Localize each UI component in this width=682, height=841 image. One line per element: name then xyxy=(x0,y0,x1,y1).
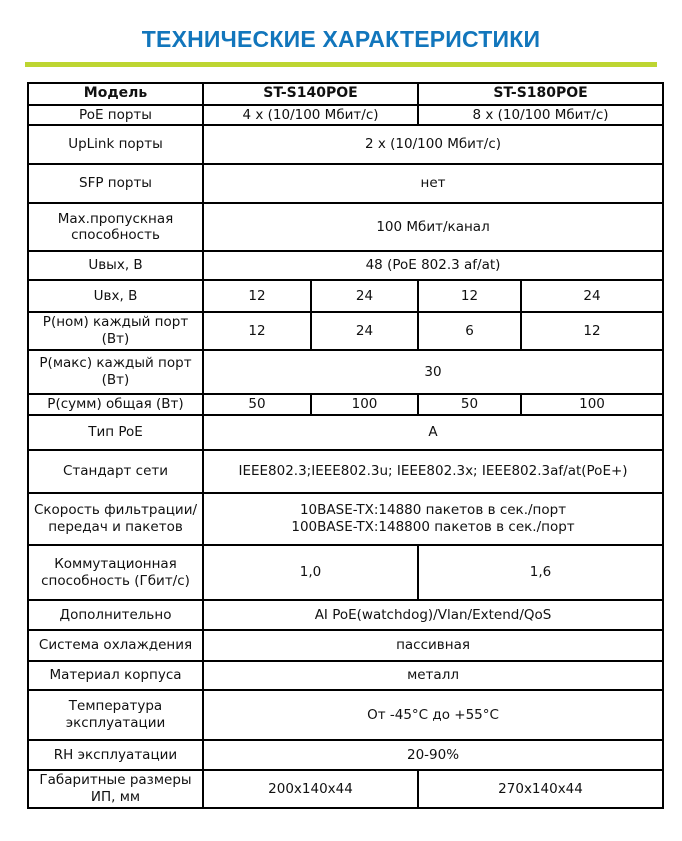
cell-p-sum-3: 50 xyxy=(418,394,521,415)
cell-dimensions-s180: 270х140х44 xyxy=(418,770,663,808)
row-label-p-nom: Р(ном) каждый порт (Вт) xyxy=(28,312,203,350)
row-label-max-throughput: Мах.пропускная способность xyxy=(28,203,203,251)
packet-rate-line-1: 10BASE-TX:14880 пакетов в сек./порт xyxy=(299,502,567,519)
specs-table xyxy=(27,82,664,809)
cell-u-in-1: 12 xyxy=(203,280,311,312)
row-label-u-in: Uвх, В xyxy=(28,280,203,312)
cell-poe-ports-s140: 4 х (10/100 Мбит/с) xyxy=(203,105,418,126)
header-model-label: Модель xyxy=(28,83,203,105)
cell-sfp-ports: нет xyxy=(203,164,663,203)
header-row xyxy=(28,83,663,105)
cell-cooling: пассивная xyxy=(203,630,663,661)
row-case-material xyxy=(28,661,663,690)
row-operating-temp xyxy=(28,690,663,740)
row-label-cooling: Система охлаждения xyxy=(28,630,203,661)
row-label-additional: Дополнительно xyxy=(28,600,203,630)
row-label-poe-ports: PoE порты xyxy=(28,105,203,126)
header-model-st-s180poe: ST-S180POE xyxy=(418,83,663,105)
cell-packet-rate xyxy=(203,493,663,545)
row-dimensions xyxy=(28,770,663,808)
cell-additional: AI PoE(watchdog)/Vlan/Extend/QoS xyxy=(203,600,663,630)
cell-p-nom-2: 24 xyxy=(311,312,418,350)
row-p-sum xyxy=(28,394,663,415)
cell-p-sum-4: 100 xyxy=(521,394,663,415)
cell-u-in-3: 12 xyxy=(418,280,521,312)
row-cooling xyxy=(28,630,663,661)
title-divider xyxy=(25,62,657,67)
cell-p-sum-2: 100 xyxy=(311,394,418,415)
cell-poe-type: А xyxy=(203,415,663,450)
row-switching-capacity xyxy=(28,545,663,600)
cell-operating-temp: От -45°С до +55°С xyxy=(203,690,663,740)
cell-uplink-ports: 2 х (10/100 Мбит/с) xyxy=(203,125,663,164)
cell-poe-ports-s180: 8 х (10/100 Мбит/с) xyxy=(418,105,663,126)
cell-u-in-4: 24 xyxy=(521,280,663,312)
page-title: ТЕХНИЧЕСКИЕ ХАРАКТЕРИСТИКИ xyxy=(141,26,541,52)
row-label-p-max: Р(макс) каждый порт (Вт) xyxy=(28,350,203,394)
cell-network-standard: IEEE802.3;IEEE802.3u; IEEE802.3x; IEEE802.3af/at(PoE+) xyxy=(203,450,663,493)
cell-switching-capacity-s180: 1,6 xyxy=(418,545,663,600)
cell-u-in-2: 24 xyxy=(311,280,418,312)
row-label-switching-capacity: Коммутационная способность (Гбит/с) xyxy=(28,545,203,600)
cell-p-max: 30 xyxy=(203,350,663,394)
row-label-case-material: Материал корпуса xyxy=(28,661,203,690)
row-sfp-ports xyxy=(28,164,663,203)
row-label-poe-type: Тип PoE xyxy=(28,415,203,450)
cell-u-out: 48 (PoE 802.3 af/at) xyxy=(203,251,663,280)
cell-p-nom-3: 6 xyxy=(418,312,521,350)
row-p-nom xyxy=(28,312,663,350)
row-u-out xyxy=(28,251,663,280)
cell-p-sum-1: 50 xyxy=(203,394,311,415)
row-additional xyxy=(28,600,663,630)
row-max-throughput xyxy=(28,203,663,251)
cell-p-nom-4: 12 xyxy=(521,312,663,350)
row-label-network-standard: Стандарт сети xyxy=(28,450,203,493)
row-label-packet-rate: Скорость фильтрации/передач и пакетов xyxy=(28,493,203,545)
row-p-max xyxy=(28,350,663,394)
cell-p-nom-1: 12 xyxy=(203,312,311,350)
row-label-uplink-ports: UpLink порты xyxy=(28,125,203,164)
cell-operating-rh: 20-90% xyxy=(203,740,663,770)
row-uplink-ports xyxy=(28,125,663,164)
row-poe-type xyxy=(28,415,663,450)
cell-dimensions-s140: 200х140х44 xyxy=(203,770,418,808)
row-poe-ports xyxy=(28,105,663,126)
row-label-operating-rh: RH эксплуатации xyxy=(28,740,203,770)
row-label-dimensions: Габаритные размеры ИП, мм xyxy=(28,770,203,808)
row-label-p-sum: Р(сумм) общая (Вт) xyxy=(28,394,203,415)
row-label-u-out: Uвых, В xyxy=(28,251,203,280)
row-label-sfp-ports: SFP порты xyxy=(28,164,203,203)
row-label-operating-temp: Температура эксплуатации xyxy=(28,690,203,740)
row-u-in xyxy=(28,280,663,312)
cell-case-material: металл xyxy=(203,661,663,690)
packet-rate-line-2: 100BASE-TX:148800 пакетов в сек./порт xyxy=(291,519,575,535)
row-packet-rate xyxy=(28,493,663,545)
cell-switching-capacity-s140: 1,0 xyxy=(203,545,418,600)
header-model-st-s140poe: ST-S140POE xyxy=(203,83,418,105)
row-operating-rh xyxy=(28,740,663,770)
row-network-standard xyxy=(28,450,663,493)
cell-max-throughput: 100 Мбит/канал xyxy=(203,203,663,251)
